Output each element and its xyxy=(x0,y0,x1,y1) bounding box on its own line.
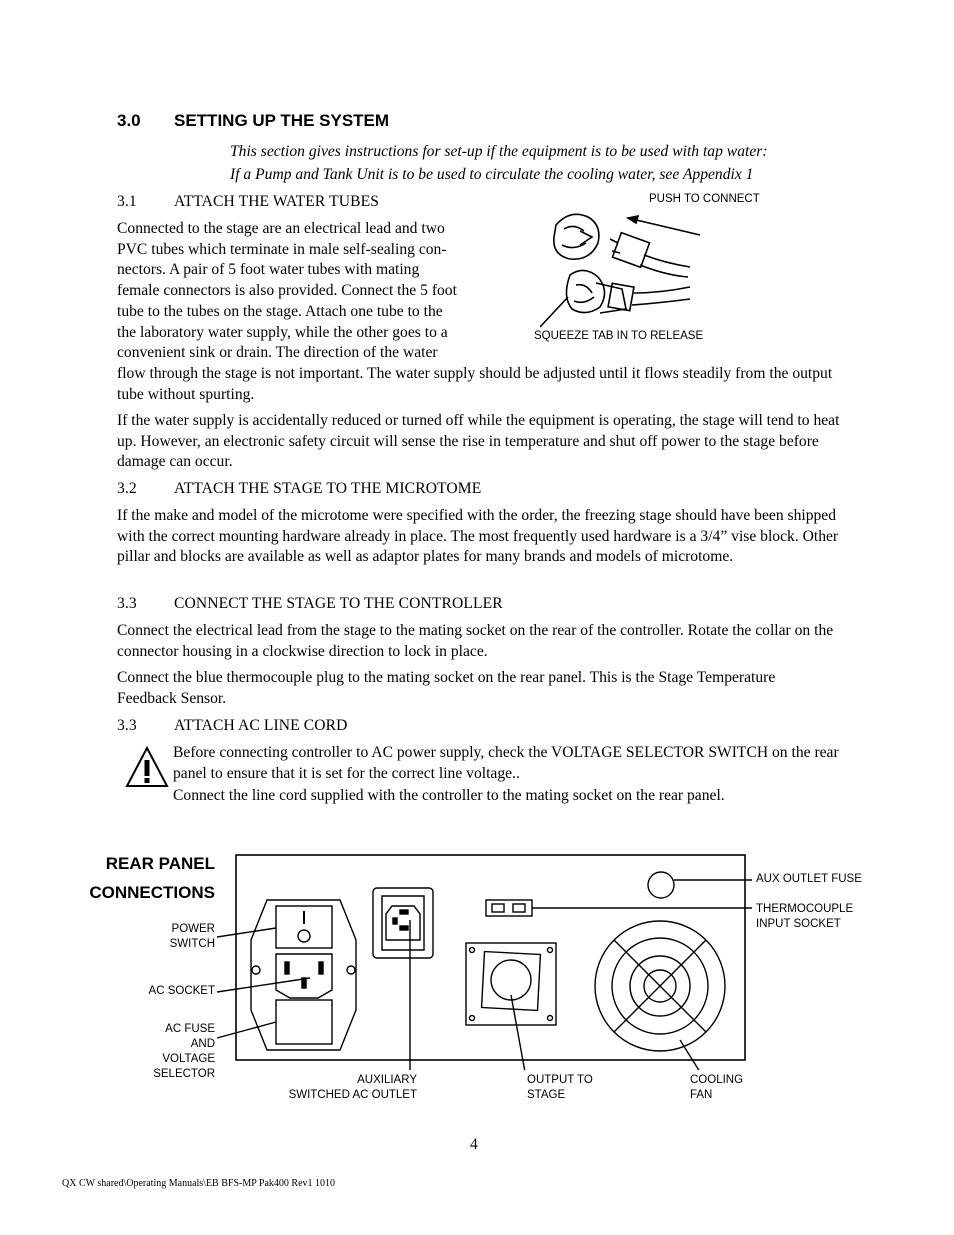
text-line: convenient sink or drain. The direction of the water xyxy=(117,344,438,362)
s32-paragraph: If the make and model of the microtome were specified with the order, the freezing stage should have been shipped with the correct mounting hardware already in place. The most frequently used hardware is a 3/4” vise block. Other pillar and blocks are available as well as adaptor plates for many brands and models of microtome. xyxy=(117,507,839,566)
subsection-title: ATTACH AC LINE CORD xyxy=(174,717,348,734)
subsection-title: CONNECT THE STAGE TO THE CONTROLLER xyxy=(174,595,503,612)
aux-outlet-label xyxy=(280,1073,417,1103)
s31-paragraph-wrapped xyxy=(117,219,507,364)
s31-paragraph-continued: flow through the stage is not important. The water supply should be adjusted until it flows steadily from the output tube without spurting. xyxy=(117,365,833,403)
subsection-title: ATTACH THE WATER TUBES xyxy=(174,193,379,210)
subsection-number: 3.3 xyxy=(117,717,137,734)
label-line: STAGE xyxy=(527,1089,566,1101)
power-switch-label xyxy=(140,922,215,952)
s33-paragraph-1: Connect the electrical lead from the stage to the mating socket on the rear of the controller. Rotate the collar on the connector housing in a clockwise direction to lock in place. xyxy=(117,622,834,660)
subsection-number: 3.2 xyxy=(117,480,137,497)
label-line: SELECTOR xyxy=(153,1068,215,1080)
warning-icon xyxy=(124,745,170,789)
label-line: INPUT SOCKET xyxy=(756,918,841,930)
label-line: VOLTAGE xyxy=(162,1053,215,1065)
label-line: AUXILIARY xyxy=(357,1074,417,1086)
warning-text: Before connecting controller to AC power supply, check the VOLTAGE SELECTOR SWITCH on the rear panel to ensure that it is set for the correct line voltage.. xyxy=(173,744,839,782)
label-line: AC FUSE xyxy=(165,1023,215,1035)
label-line: THERMOCOUPLE xyxy=(756,903,854,915)
push-to-connect-label: PUSH TO CONNECT xyxy=(649,193,760,205)
label-line: POWER xyxy=(171,923,215,935)
label-line: SWITCHED AC OUTLET xyxy=(288,1089,417,1101)
ac-fuse-label xyxy=(130,1022,215,1082)
subsection-title: ATTACH THE STAGE TO THE MICROTOME xyxy=(174,480,482,497)
label-line: COOLING xyxy=(690,1074,744,1086)
intro-line-1: This section gives instructions for set-up if the equipment is to be used with tap water: xyxy=(230,143,768,160)
aux-outlet-fuse-label: AUX OUTLET FUSE xyxy=(756,873,862,885)
label-line: SWITCH xyxy=(169,938,215,950)
s33-paragraph-2: Connect the blue thermocouple plug to the mating socket on the rear panel. This is the Stage Temperature Feedback Sensor. xyxy=(117,669,776,707)
text-line: PVC tubes which terminate in male self-sealing con- xyxy=(117,240,447,258)
thermocouple-socket-label xyxy=(756,902,853,932)
footer-path: QX CW shared\Operating Manuals\EB BFS-MP Pak400 Rev1 1010 xyxy=(62,1178,336,1189)
text-line: Connected to the stage are an electrical lead and two xyxy=(117,220,445,237)
label-line: AND xyxy=(190,1038,215,1050)
section-number: 3.0 xyxy=(117,111,141,130)
text-line: the laboratory water supply, while the other goes to a xyxy=(117,323,448,341)
subsection-number: 3.1 xyxy=(117,193,137,210)
cooling-fan-label xyxy=(690,1073,743,1103)
page-number: 4 xyxy=(470,1136,478,1153)
label-line: FAN xyxy=(690,1089,713,1101)
text-line: nectors. A pair of 5 foot water tubes with mating xyxy=(117,261,420,279)
text-line: female connectors is also provided. Connect the 5 foot xyxy=(117,282,457,300)
ac-socket-label: AC SOCKET xyxy=(148,985,215,997)
text-line: tube to the tubes on the stage. Attach one tube to the xyxy=(117,302,443,320)
section-title: SETTING UP THE SYSTEM xyxy=(174,111,390,130)
subsection-number: 3.3 xyxy=(117,595,137,612)
s31-paragraph-2: If the water supply is accidentally reduced or turned off while the equipment is operating, the stage will tend to heat up. However, an electronic safety circuit will sense the rise in temperature and shut off power to the stage before damage can occur. xyxy=(117,412,840,471)
ac-cord-paragraph: Connect the line cord supplied with the controller to the mating socket on the rear panel. xyxy=(173,787,725,804)
label-line: OUTPUT TO xyxy=(527,1074,593,1086)
connector-illustration xyxy=(540,205,720,330)
rear-panel-title-1: REAR PANEL xyxy=(105,854,215,873)
output-to-stage-label xyxy=(527,1073,593,1103)
squeeze-tab-label: SQUEEZE TAB IN TO RELEASE xyxy=(534,330,704,342)
intro-line-2: If a Pump and Tank Unit is to be used to circulate the cooling water, see Appendix 1 xyxy=(230,166,754,183)
rear-panel-title-2: CONNECTIONS xyxy=(89,883,215,902)
